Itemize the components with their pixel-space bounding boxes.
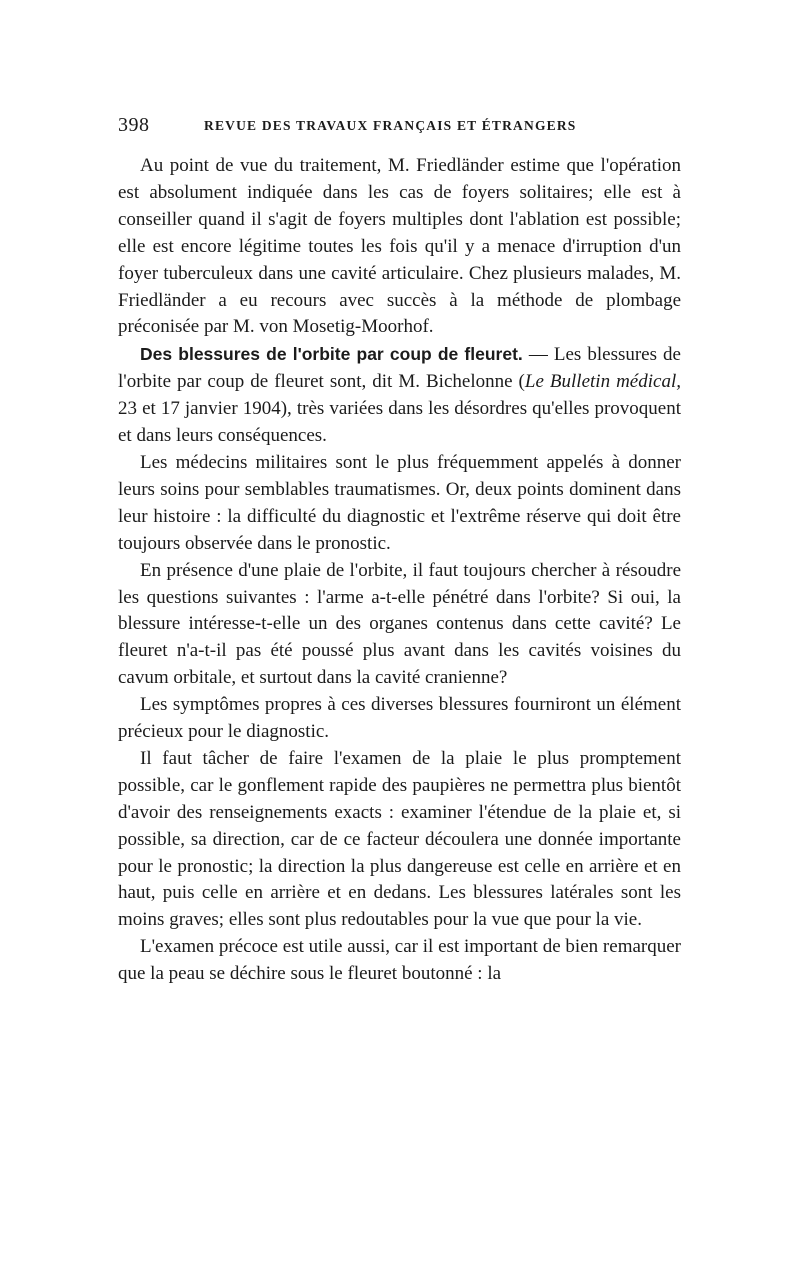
running-title: REVUE DES TRAVAUX FRANÇAIS ET ÉTRANGERS: [204, 118, 577, 133]
paragraph-military-doctors: Les médecins militaires sont le plus fréquemment appelés à donner leurs soins pour semblables traumatismes. Or, deux points dominent dans leur histoire : la difficulté du diagnostic et l'extrême réserve qui doit être toujours observée dans le pronostic.: [118, 451, 681, 554]
paragraph-text: — Les blessures de l'orbite par coup de fleuret sont, dit M. Bichelonne (: [118, 344, 681, 393]
paragraph-symptoms: Les symptômes propres à ces diverses blessures fourniront un élément précieux pour le diagnostic.: [118, 694, 681, 743]
section-title: Des blessures de l'orbite par coup de fleuret.: [140, 344, 523, 365]
page-number: 398: [118, 114, 150, 136]
paragraph-early-exam: L'examen précoce est utile aussi, car il est important de bien remarquer que la peau se déchire sous le fleuret boutonné : la: [118, 936, 681, 985]
source-citation: Le Bulletin médical,: [524, 371, 681, 393]
page-header: [118, 114, 681, 140]
paragraph-questions: En présence d'une plaie de l'orbite, il faut toujours chercher à résoudre les questions suivantes : l'arme a-t-elle pénétré dans l'orbite? Si oui, la blessure intéresse-t-elle un des organes contenus dans cette cavité? Le fleuret n'a-t-il pas été poussé plus avant dans les cavités voisines du cavum orbitale, et surtout dans la cavité cranienne?: [118, 559, 681, 689]
article-body: [118, 153, 681, 988]
book-page: [118, 114, 681, 988]
paragraph-treatment: Au point de vue du traitement, M. Friedländer estime que l'opération est absolument indiquée dans les cas de foyers solitaires; elle est à conseiller quand il s'agit de foyers multiples dont l'ablation est possible; elle est encore légitime toutes les fois qu'il y a menace d'irruption d'un foyer tuberculeux dans une cavité articulaire. Chez plusieurs malades, M. Friedländer a eu recours avec succès à la méthode de plombage préconisée par M. von Mosetig-Moorhof.: [118, 155, 681, 338]
paragraph-examination: Il faut tâcher de faire l'examen de la plaie le plus promptement possible, car le gonflement rapide des paupières ne permettra plus bientôt d'avoir des renseignements exacts : examiner l'étendue de la plaie et, si possible, sa direction, car de ce facteur découlera une donnée importante pour le pronostic; la direction la plus dangereuse est celle en arrière et en haut, puis celle en arrière et en dedans. Les blessures latérales sont les moins graves; elles sont plus redoutables pour la vue que pour la vie.: [118, 747, 681, 931]
paragraph-orbit-wounds: [118, 341, 681, 450]
paragraph-text: 23 et 17 janvier 1904), très variées dans les désordres qu'elles provoquent et dans leurs conséquences.: [118, 398, 681, 447]
